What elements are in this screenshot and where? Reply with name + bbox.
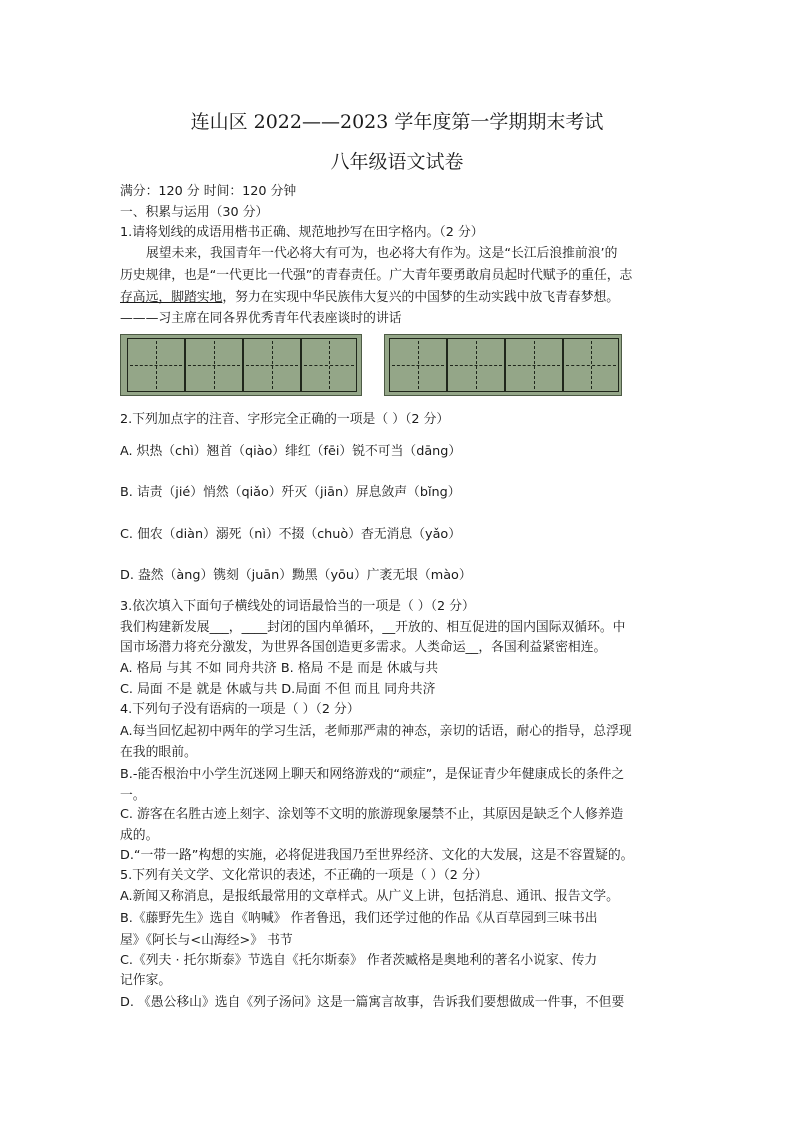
tianzige-cell[interactable] <box>243 338 301 392</box>
section-heading: 一、积累与运用（30 分） <box>120 205 269 220</box>
tianzige-cell[interactable] <box>185 338 243 392</box>
q1-passage-line-3-rest: ，努力在实现中华民族伟大复兴的中国梦的生动实践中放飞青春梦想。 <box>222 290 620 305</box>
q3-text-line-1: 我们构建新发展___，____封闭的国内单循环，__开放的、相互促进的国内国际双循环。中 <box>120 620 626 635</box>
q4-option-a-line-2: 在我的眼前。 <box>120 745 197 760</box>
tianzige-cell[interactable] <box>505 338 563 392</box>
underlined-idioms: 存高远，脚踏实地 <box>120 290 223 305</box>
q1-passage-line-2: 历史规律，也是“一代更比一代强”的青春责任。广大青年要勇敢肩员起时代赋予的重任，志 <box>120 268 633 283</box>
q5-stem: 5.下列有关文学、文化常识的表述，不正确的一项是（ ）（2 分） <box>120 868 488 883</box>
q5-option-b-line-1: B.《藤野先生》选自《呐喊》 作者鲁迅，我们还学过他的作品《从百草园到三味书出 <box>120 911 598 926</box>
q1-source: ———习主席在同各界优秀青年代表座谈时的讲话 <box>120 311 402 326</box>
q2-option-c: C. 佃农（diàn）溺死（nì）不掇（chuò）杳无消息（yǎo） <box>120 527 462 542</box>
q4-option-a-line-1: A.每当回忆起初中两年的学习生活，老师那严肃的神态，亲切的话语，耐心的指导，总浮现 <box>120 724 632 739</box>
tianzige-cell[interactable] <box>563 338 619 392</box>
q5-option-d: D. 《愚公移山》选自《列子汤问》这是一篇寓言故事，告诉我们要想做成一件事，不但要 <box>120 995 625 1010</box>
q5-option-b-line-2: 屋》《阿长与<山海经>》 书节 <box>120 933 293 948</box>
q3-options-line-1: A. 格局 与其 不如 同舟共济 B. 格局 不是 而是 休戚与共 <box>120 661 438 676</box>
q2-option-a: A. 炽热（chì）翘首（qiào）绯红（fēi）锐不可当（dāng） <box>120 444 462 459</box>
tianzige-cell[interactable] <box>389 338 447 392</box>
tianzige-cell[interactable] <box>127 338 185 392</box>
tianzige-cell[interactable] <box>447 338 505 392</box>
q4-option-d: D.“一带一路”构想的实施，必将促进我国乃至世界经济、文化的大发展，这是不容置疑的。 <box>120 848 634 863</box>
q2-stem: 2.下列加点字的注音、字形完全正确的一项是（ ）（2 分） <box>120 412 450 427</box>
q4-option-c-line-2: 成的。 <box>120 828 159 843</box>
q1-passage-line-3 <box>120 289 619 307</box>
q2-option-b: B. 诘责（jié）悄然（qiǎo）歼灭（jiān）屏息敛声（bǐng） <box>120 485 461 500</box>
tianzige-grid-group-1[interactable] <box>120 334 362 396</box>
q5-option-c-line-1: C.《列夫 · 托尔斯泰》节选自《托尔斯泰》 作者茨臧格是奥地利的著名小说家、传力 <box>120 953 598 968</box>
q5-option-a: A.新闻又称消息，是报纸最常用的文章样式。从广义上讲，包括消息、通讯、报告文学。 <box>120 889 619 904</box>
q3-text-line-2: 国市场潜力将充分激发，为世界各国创造更多需求。人类命运__，各国利益紧密相连。 <box>120 640 607 655</box>
tianzige-cell[interactable] <box>301 338 357 392</box>
tianzige-grid-group-2[interactable] <box>384 334 622 396</box>
q4-option-c-line-1: C. 游客在名胜古迹上刻字、涂划等不文明的旅游现象屡禁不止，其原因是缺乏个人修养造 <box>120 807 624 822</box>
q2-option-d: D. 盎然（àng）镌刻（juān）黝黑（yōu）广袤无垠（mào） <box>120 568 472 583</box>
q3-stem: 3.依次填入下面句子横线处的词语最恰当的一项是（ ）（2 分） <box>120 599 475 614</box>
q1-passage-line-1: 展望未来，我国青年一代必将大有可为，也必将大有作为。这是“长江后浪推前浪’的 <box>146 246 618 261</box>
exam-subtitle: 八年级语文试卷 <box>330 151 464 173</box>
q1-stem: 1.请将划线的成语用楷书正确、规范地抄写在田字格内。（2 分） <box>120 225 484 240</box>
q3-options-line-2: C. 局面 不是 就是 休戚与共 D.局面 不但 而且 同舟共济 <box>120 682 436 697</box>
q4-option-b-line-2: 一。 <box>120 788 146 803</box>
q5-option-c-line-2: 记作家。 <box>120 973 172 988</box>
exam-meta: 满分：120 分 时间：120 分钟 <box>120 184 297 199</box>
exam-title: 连山区 2022——2023 学年度第一学期期末考试 <box>190 111 604 133</box>
q4-option-b-line-1: B.-能否根治中小学生沉迷网上聊天和网络游戏的“顽症”，是保证青少年健康成长的条件之 <box>120 767 625 782</box>
q4-stem: 4.下列句子没有语病的一项是（ ）（2 分） <box>120 702 360 717</box>
